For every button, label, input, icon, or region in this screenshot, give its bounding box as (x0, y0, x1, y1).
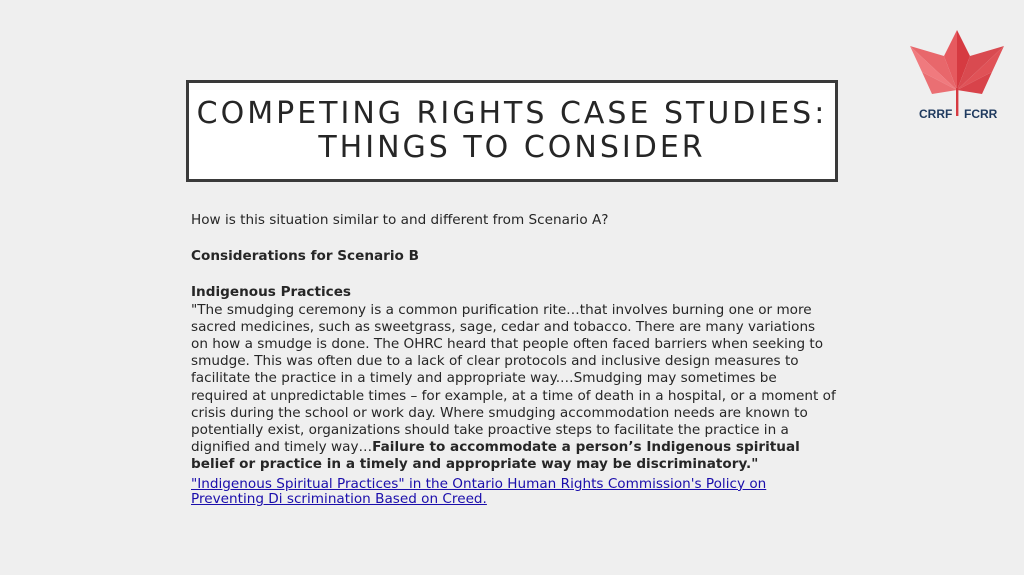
slide-body (191, 212, 836, 508)
logo-fcrr-text: FCRR (964, 107, 998, 121)
policy-quote-emphasis: Failure to accommodate a person’s Indigenous spiritual belief or practice in a timely and appropriate way may be discriminatory." (191, 439, 800, 473)
question-text: How is this situation similar to and different from Scenario A? (191, 212, 609, 228)
logo-crrf-text: CRRF (919, 107, 953, 121)
source-citation-link[interactable]: "Indigenous Spiritual Practices" in the Ontario Human Rights Commission's Policy on Preventing Di scrimination Based on Creed. (191, 475, 767, 508)
slide-title-box (186, 80, 838, 182)
policy-quote-text: "The smudging ceremony is a common purification rite…that involves burning one or more sacred medicines, such as sweetgrass, sage, cedar and tobacco. There are many variations on how a smudge is done. The OHRC heard that people often faced barriers when seeking to smudge. This was often due to a lack of clear protocols and inclusive design measures to facilitate the practice in a timely and appropriate way.…Smudging may sometimes be required at unpredictable times – for example, at a time of death in a hospital, or a moment of crisis during the school or work day. Where smudging accommodation needs are known to potentially exist, organizations should take proactive steps to facilitate the practice in a dignified and timely way… (191, 301, 836, 456)
considerations-heading: Considerations for Scenario B (191, 248, 419, 265)
indigenous-practices-heading: Indigenous Practices (191, 284, 352, 301)
policy-quote (191, 302, 836, 474)
crrf-fcrr-logo (906, 28, 1008, 124)
slide-title-line-2: THINGS TO CONSIDER (318, 130, 706, 165)
slide-title-line-1: COMPETING RIGHTS CASE STUDIES: (196, 96, 828, 131)
maple-leaf-icon (906, 28, 1008, 124)
